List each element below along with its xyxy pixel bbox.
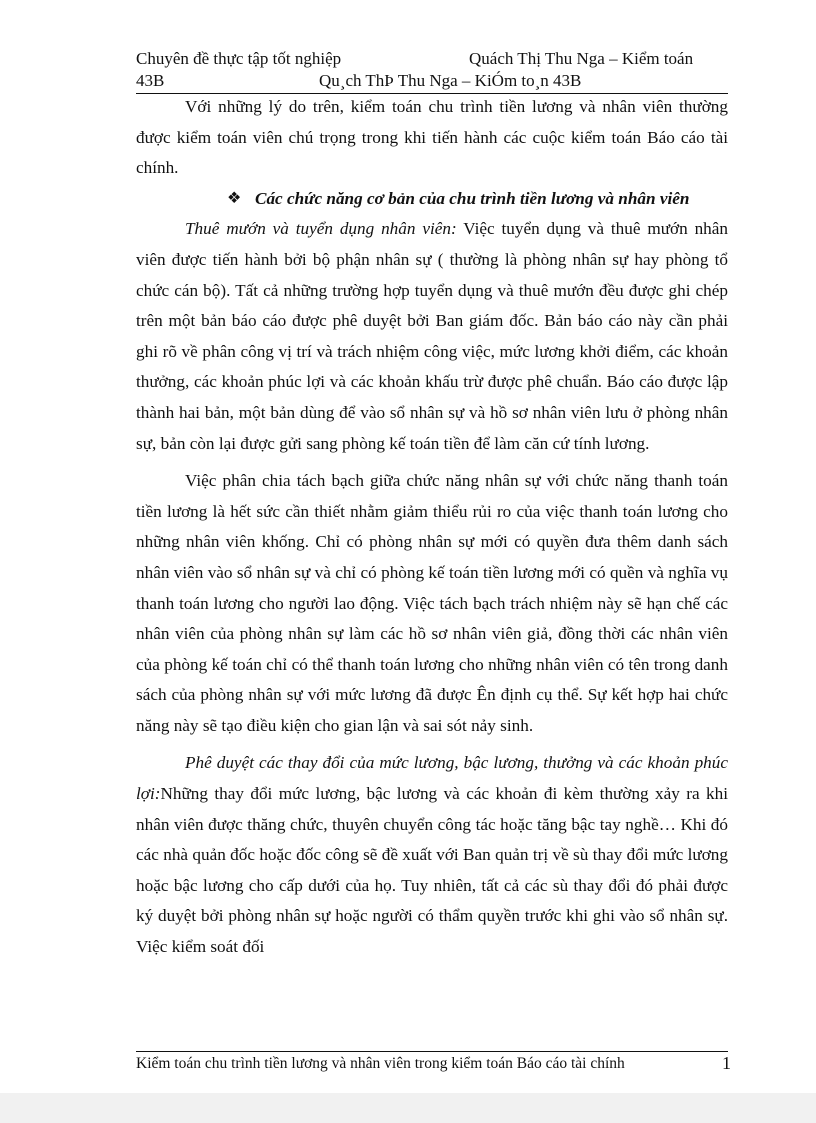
header-right: Quách Thị Thu Nga – Kiểm toán bbox=[469, 49, 694, 68]
diamond-bullet-icon: ❖ bbox=[227, 189, 242, 207]
paragraph-2-lead: Thuê mướn và tuyển dụng nhân viên: bbox=[185, 219, 457, 239]
page-header bbox=[136, 48, 728, 92]
paragraph-4 bbox=[136, 748, 728, 962]
page-bottom-band bbox=[0, 1093, 816, 1123]
document-body bbox=[136, 92, 728, 963]
footer-text: Kiểm toán chu trình tiền lương và nhân viên trong kiểm toán Báo cáo tài chính bbox=[136, 1055, 625, 1072]
footer-rule bbox=[136, 1051, 728, 1052]
section-heading bbox=[136, 184, 728, 215]
header-left: Chuyên đề thực tập tốt nghiệp bbox=[136, 49, 342, 68]
paragraph-4-text: Những thay đổi mức lương, bậc lương và các khoản đi kèm thường xảy ra khi nhân viên được thăng chức, thuyên chuyển công tác hoặc tăng bậc tay nghề… Khi đó các nhà quản đốc hoặc đốc công sẽ đề xuất với Ban quản trị về sù thay đổi mức lương hoặc bậc lương cho cấp dưới của họ. Tuy nhiên, tất cả các sù thay đổi đó phải được ký duyệt bởi phòng nhân sự hoặc người có thẩm quyền trước khi ghi vào sổ nhân sự. Việc kiểm soát đối bbox=[136, 784, 728, 957]
page-number: 1 bbox=[722, 1053, 731, 1073]
section-title: Các chức năng cơ bản của chu trình tiền lương và nhân viên bbox=[255, 188, 690, 208]
paragraph-1: Với những lý do trên, kiểm toán chu trình tiền lương và nhân viên thường được kiểm toán viên chú trọng trong khi tiến hành các cuộc kiểm toán Báo cáo tài chính. bbox=[136, 97, 728, 178]
paragraph-3: Việc phân chia tách bạch giữa chức năng nhân sự với chức năng thanh toán tiền lương là hết sức cần thiết nhằm giảm thiểu rủi ro của việc thanh toán lương cho những nhân viên khống. Chỉ có phòng nhân sự mới có quyền đưa thêm danh sách nhân viên vào sổ nhân sự và chỉ có phòng kế toán tiền lương mới có quền và nghĩa vụ thanh toán lương cho người lao động. Việc tách bạch trách nhiệm này sẽ hạn chế các nhân viên của phòng nhân sự làm các hồ sơ nhân viên giả, đồng thời các nhân viên của phòng kế toán chỉ có thể thanh toán lương cho những nhân viên có tên trong danh sách của phòng nhân sự với mức lương đã được Ên định cụ thể. Sự kết hợp hai chức năng này sẽ tạo điều kiện cho gian lận và sai sót nảy sinh. bbox=[136, 471, 728, 735]
paragraph-2-text: Việc tuyển dụng và thuê mướn nhân viên được tiến hành bởi bộ phận nhân sự ( thường là phòng nhân sự hay phòng tổ chức cán bộ). Tất cả những trường hợp tuyển dụng và thuê mướn đều được ghi chép trên một bản báo cáo được phê duyệt bởi Ban giám đốc. Bản báo cáo này cần phải ghi rõ về phân công vị trí và trách nhiệm công việc, mức lương khởi điểm, các khoản thưởng, các khoản phúc lợi và các khoản khấu trừ được phê chuẩn. Báo cáo được lập thành hai bản, một bản dùng để vào sổ nhân sự và hồ sơ nhân viên lưu ở phòng nhân sự, bản còn lại được gửi sang phòng kế toán tiền để làm căn cứ tính lương. bbox=[136, 219, 728, 453]
header-line2-mid: Qu¸ch ThÞ Thu Nga – KiÓm to¸n 43B bbox=[319, 71, 582, 90]
header-line2-left: 43B bbox=[136, 71, 165, 90]
paragraph-2 bbox=[136, 214, 728, 459]
paragraph-4-lead: Phê duyệt các thay đổi của mức lương, bậc lương, thưởng và các khoản phúc lợi: bbox=[136, 753, 728, 804]
